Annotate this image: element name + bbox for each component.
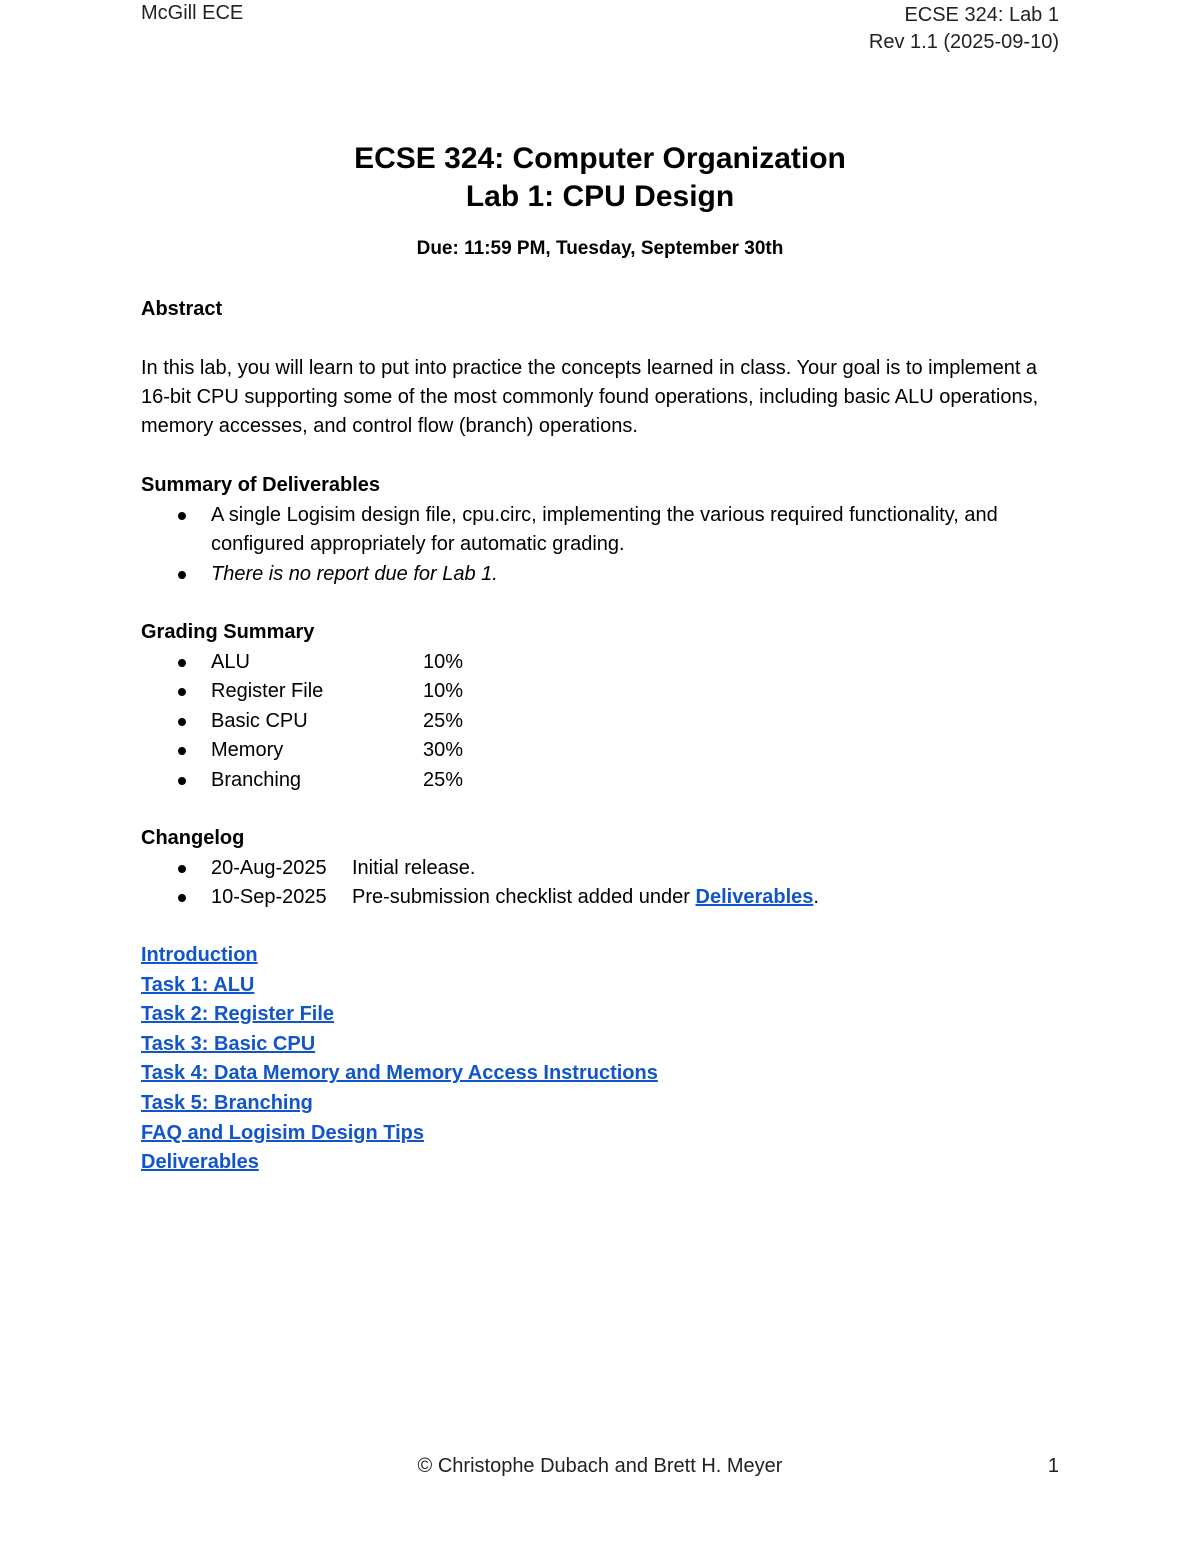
toc-link-task5-branching[interactable]: Task 5: Branching [141, 1091, 313, 1114]
changelog-heading: Changelog [141, 827, 245, 849]
grading-item [141, 766, 1061, 796]
changelog-text: Pre-submission checklist added under [352, 886, 696, 908]
table-of-contents [141, 941, 1061, 1178]
toc-link-introduction[interactable]: Introduction [141, 944, 258, 966]
grading-heading: Grading Summary [141, 621, 315, 643]
deliverables-summary-section [141, 471, 1061, 589]
bullet-icon [178, 894, 186, 902]
toc-link-faq[interactable]: FAQ and Logisim Design Tips [141, 1121, 424, 1144]
page-number: 1 [1047, 1455, 1059, 1477]
document-title [0, 140, 1200, 216]
grading-item-name: Branching [211, 768, 302, 791]
toc-link-task2-register-file[interactable]: Task 2: Register File [141, 1003, 335, 1026]
grading-section [141, 618, 1061, 795]
header-course-lab: ECSE 324: Lab 1 [904, 4, 1059, 26]
list-item: There is no report due for Lab 1. [141, 560, 1021, 590]
grading-item-name: Basic CPU [211, 709, 308, 732]
toc-link-deliverables[interactable]: Deliverables [141, 1151, 259, 1174]
grading-item-name: Memory [211, 739, 284, 761]
grading-item-weight: 30% [423, 739, 464, 761]
grading-item-weight: 25% [423, 768, 464, 791]
toc-link-task3-basic-cpu[interactable]: Task 3: Basic CPU [141, 1032, 316, 1055]
changelog-item: 10-Sep-2025 Pre-submission checklist added under Deliverables. [141, 883, 1061, 913]
grading-item-name: ALU [211, 650, 250, 673]
abstract-section [141, 295, 1061, 441]
grading-item-weight: 25% [423, 709, 464, 732]
title-course: ECSE 324: Computer Organization [354, 142, 846, 175]
bullet-icon [178, 512, 186, 520]
title-lab: Lab 1: CPU Design [465, 180, 735, 213]
footer-copyright: © Christophe Dubach and Brett H. Meyer [417, 1455, 783, 1477]
changelog-section [141, 824, 1061, 913]
toc-link-task1-alu[interactable]: Task 1: ALU [141, 973, 255, 996]
list-item: A single Logisim design file, cpu.circ, implementing the various required functionality, and configured appropriately for automatic grading. [141, 501, 1021, 560]
bullet-icon [178, 688, 186, 696]
changelog-item [141, 854, 1061, 884]
abstract-text: In this lab, you will learn to put into practice the concepts learned in class. Your goal is to implement a 16-bit CPU supporting some of the most commonly found operations, including basic ALU operations, memory accesses, and control flow (branch) operations. [141, 357, 1039, 437]
bullet-icon [178, 865, 186, 873]
grading-item [141, 707, 1061, 737]
grading-item-weight: 10% [423, 680, 464, 702]
toc-link-task4-memory[interactable]: Task 4: Data Memory and Memory Access Instructions [141, 1062, 658, 1085]
due-date: Due: 11:59 PM, Tuesday, September 30th [416, 238, 784, 259]
deliverables-summary-heading: Summary of Deliverables [141, 474, 380, 496]
bullet-icon [178, 747, 186, 755]
header-right [869, 2, 1059, 56]
changelog-date: 10-Sep-2025 [211, 886, 327, 908]
grading-item [141, 648, 1061, 678]
changelog-date: 20-Aug-2025 [211, 856, 327, 879]
grading-item-weight: 10% [423, 650, 464, 673]
bullet-icon [178, 571, 186, 579]
changelog-text: Initial release. [352, 856, 476, 879]
bullet-icon [178, 718, 186, 726]
grading-item-name: Register File [211, 680, 324, 702]
grading-item [141, 736, 1061, 766]
grading-item [141, 677, 1061, 707]
header-revision: Rev 1.1 (2025-09-10) [868, 31, 1059, 53]
bullet-icon [178, 777, 186, 785]
abstract-heading: Abstract [141, 298, 223, 320]
bullet-icon [178, 659, 186, 667]
header-left: McGill ECE [141, 2, 244, 24]
deliverables-link[interactable]: Deliverables [695, 886, 814, 908]
